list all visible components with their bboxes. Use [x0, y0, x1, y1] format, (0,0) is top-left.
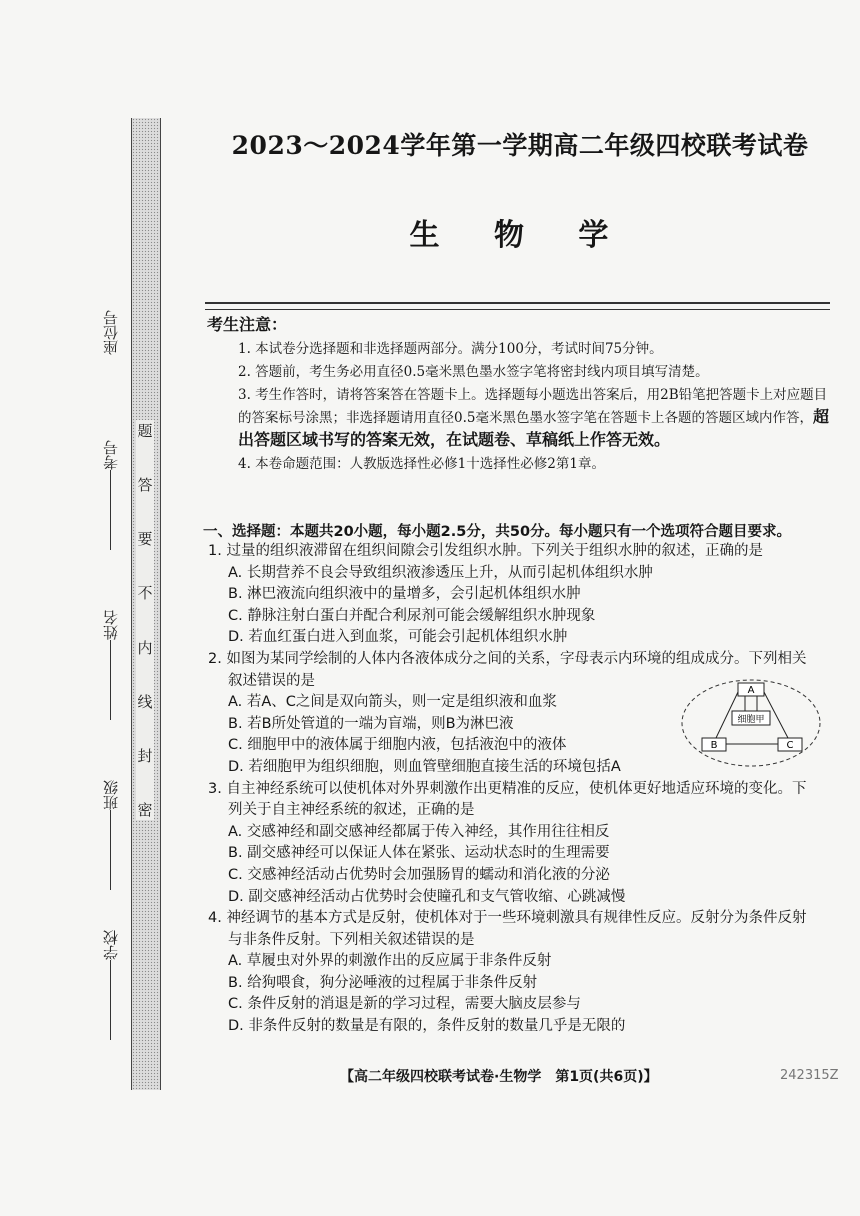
body-fluid-diagram — [680, 678, 822, 768]
class-label: 班级 — [102, 780, 120, 810]
notice-emphasis: 超出答题区域书写的答案无效，在试题卷、草稿纸上作答无效。 — [238, 407, 829, 449]
class-field[interactable] — [100, 780, 124, 896]
option-c: C. 静脉注射白蛋白并配合利尿剂可能会缓解组织水肿现象 — [228, 607, 596, 624]
question-stem-cont: 叙述错误的是 — [228, 672, 315, 689]
notice-item: 2. 答题前，考生务必用直径0.5毫米黑色墨水签字笔将密封线内项目填写清楚。 — [238, 364, 709, 380]
question-stem: 2. 如图为某同学绘制的人体内各液体成分之间的关系，字母表示内环境的组成成分。下列相关 — [208, 650, 807, 667]
warning-char: 题 — [137, 422, 153, 440]
option-c: C. 细胞甲中的液体属于细胞内液，包括液泡中的液体 — [228, 737, 567, 754]
subject-title: 生 物 学 — [409, 218, 631, 253]
option-b: B. 若B所处管道的一端为盲端，则B为淋巴液 — [228, 715, 514, 732]
option-d: D. 若细胞甲为组织细胞，则血管壁细胞直接生活的环境包括A — [228, 758, 621, 775]
school-label: 学校 — [102, 930, 120, 960]
exam-no-field[interactable] — [100, 440, 124, 556]
option-a: A. 交感神经和副交感神经都属于传入神经，其作用往往相反 — [228, 823, 610, 840]
question-3 — [208, 779, 838, 909]
option-b: B. 给狗喂食，狗分泌唾液的过程属于非条件反射 — [228, 974, 538, 991]
question-stem-cont: 列关于自主神经系统的叙述，正确的是 — [228, 802, 475, 819]
section-heading: 一、选择题：本题共20小题，每小题2.5分，共50分。每小题只有一个选项符合题目要求。 — [203, 524, 792, 540]
node-b-label: B — [710, 740, 718, 751]
exam-no-label: 考号 — [102, 440, 120, 470]
school-field[interactable] — [100, 930, 124, 1046]
cell-label: 细胞甲 — [737, 715, 765, 725]
name-field[interactable] — [100, 610, 124, 726]
header-divider — [205, 302, 830, 310]
node-c-label: C — [786, 740, 794, 751]
warning-char: 不 — [137, 584, 153, 603]
warning-char: 密 — [137, 800, 153, 819]
option-a: A. 草履虫对外界的刺激作出的反应属于非条件反射 — [228, 953, 552, 970]
warning-char: 要 — [137, 530, 153, 549]
option-d: D. 副交感神经活动占优势时会使瞳孔和支气管收缩、心跳减慢 — [228, 888, 626, 905]
notice-item — [238, 384, 836, 452]
notice-item: 4. 本卷命题范围：人教版选择性必修1十选择性必修2第1章。 — [238, 456, 605, 472]
paper-code: 242315Z — [780, 1068, 839, 1083]
question-stem: 3. 自主神经系统可以使机体对外界刺激作出更精准的反应，使机体更好地适应环境的变化。下 — [208, 780, 807, 797]
name-label: 姓名 — [102, 610, 120, 640]
question-stem: 4. 神经调节的基本方式是反射，使机体对于一些环境刺激具有规律性反应。反射分为条件反射 — [208, 910, 807, 927]
warning-char: 答 — [137, 476, 153, 495]
warning-char: 线 — [137, 692, 153, 711]
option-a: A. 若A、C之间是双向箭头，则一定是组织液和血浆 — [228, 694, 557, 711]
option-d: D. 非条件反射的数量是有限的，条件反射的数量几乎是无限的 — [228, 1018, 626, 1035]
seat-label: 座位号 — [102, 310, 120, 355]
seat-field[interactable] — [100, 310, 124, 355]
notice-item: 1. 本试卷分选择题和非选择题两部分。满分100分，考试时间75分钟。 — [238, 341, 663, 357]
warning-char: 封 — [137, 746, 153, 765]
option-b: B. 副交感神经可以保证人体在紧张、运动状态时的生理需要 — [228, 845, 610, 862]
exam-title: 2023～2024学年第一学期高二年级四校联考试卷 — [231, 131, 809, 160]
node-a-label: A — [747, 685, 755, 696]
question-4 — [208, 908, 838, 1038]
option-c: C. 交感神经活动占优势时会加强肠胃的蠕动和消化液的分泌 — [228, 866, 610, 883]
notice-item-text: 3. 考生作答时，请将答案答在答题卡上。选择题每小题选出答案后，用2B铅笔把答题卡上对应题目的答案标号涂黑；非选择题请用直径0.5毫米黑色墨水签字笔在答题卡上各题的答题区域内作答， — [238, 387, 828, 426]
option-a: A. 长期营养不良会导致组织液渗透压上升，从而引起机体组织水肿 — [228, 564, 653, 581]
notice-list — [238, 338, 836, 476]
warning-char: 内 — [137, 638, 153, 657]
question-stem: 1. 过量的组织液滞留在组织间隙会引发组织水肿。下列关于组织水肿的叙述，正确的是 — [208, 543, 763, 559]
option-b: B. 淋巴液流向组织液中的量增多，会引起机体组织水肿 — [228, 586, 581, 603]
page-footer: 【高二年级四校联考试卷·生物学 第1页(共6页)】 — [340, 1069, 658, 1085]
notice-heading: 考生注意： — [207, 315, 288, 334]
option-d: D. 若血红蛋白进入到血浆，可能会引起机体组织水肿 — [228, 629, 568, 646]
option-c: C. 条件反射的消退是新的学习过程，需要大脑皮层参与 — [228, 996, 581, 1013]
question-list — [208, 541, 838, 1038]
question-stem-cont: 与非条件反射。下列相关叙述错误的是 — [228, 931, 475, 948]
seal-line-warning — [136, 420, 154, 820]
question-1 — [208, 541, 838, 649]
